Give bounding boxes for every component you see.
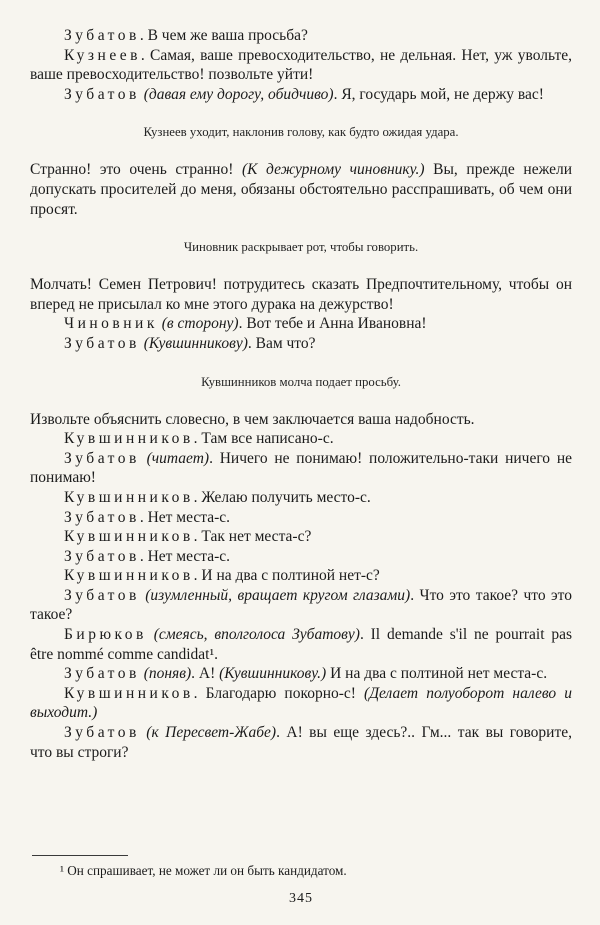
stage-remark: (смеясь, вполголоса Зубатову) [153,626,360,644]
text-run: Вы, прежде нежели допускать просителей до меня, обязаны обстоятельно расспрашивать, об чем они просят. [30,161,573,218]
speaker-name: Кувшинников [64,684,194,702]
footnote-area [30,855,572,879]
text-run [140,450,147,467]
text-run: . А! вы еще здесь?.. Гм... так вы говорите, что вы строги? [30,724,572,761]
speaker-name: Зубатов [64,547,140,565]
stage-direction [30,124,572,140]
text-run: Молчать! Семен Петрович! потрудитесь сказать Предпочтительному, чтобы он вперед не присылал ко мне этого дурака на дежурство! [30,276,572,313]
stage-remark: (Делает полуоборот налево и выходит.) [30,684,572,722]
dialogue-line [30,684,572,723]
text-run: . Нет места-с. [139,508,231,526]
dialogue-line [30,566,572,586]
text-run: . Самая, ваше превосходительство, не дельная. Нет, уж увольте, ваше превосходительство! позвольте уйти! [30,46,572,84]
dialogue-line [30,26,572,46]
text-run: . Что это такое? что это такое? [30,586,572,624]
narration-line [30,410,572,430]
stage-remark: (читает) [146,449,210,467]
stage-remark: (в сторону) [161,315,239,333]
text-run: . Благодарю покорно-с! [193,684,365,702]
text-run: . Нет места-с. [139,547,231,565]
stage-remark: (К дежурному чиновнику.) [241,161,425,179]
text-run: Чиновник раскрывает рот, чтобы говорить. [183,240,419,255]
speaker-name: Кузнеев [64,46,141,64]
dialogue-line [30,527,572,547]
speaker-name: Чиновник [64,315,158,333]
speaker-name: Кувшинников [64,430,194,448]
speaker-name: Кувшинников [64,567,194,585]
speaker-name: Зубатов [64,508,140,526]
narration-line [30,275,572,314]
text-run: . А! [191,665,220,683]
text-run: Кувшинников молча подает просьбу. [201,374,401,389]
speaker-name: Зубатов [64,85,140,103]
stage-remark: (Кувшинникову) [143,334,248,352]
text-run: Извольте объяснить словесно, в чем заключается ваша надобность. [30,410,475,428]
text-run: . Вам что? [247,334,316,352]
speaker-name: Бирюков [64,626,147,644]
page-number: 345 [289,891,313,906]
speaker-name: Зубатов [64,449,140,467]
speaker-name: Зубатов [64,27,140,44]
speaker-name: Кувшинников [64,488,194,506]
dialogue-line [30,314,572,334]
speaker-name: Зубатов [64,724,140,742]
text-run: . И на два с полтиной нет-с? [193,567,380,585]
text-run [147,626,154,643]
text-run: . Я, государь мой, не держу вас! [333,85,544,103]
text-run: . Так нет места-с? [193,528,312,546]
stage-remark: (изумленный, вращает кругом глазами) [145,586,411,604]
speaker-name: Зубатов [64,586,140,604]
stage-remark: (поняв) [143,665,192,683]
footnote-separator [32,855,128,856]
dialogue-line [30,449,572,488]
stage-remark: (к Пересвет-Жабе) [146,724,277,742]
text-run: Странно! это очень странно! [30,161,242,179]
footnote-text: ¹ Он спрашивает, не может ли он быть кандидатом. [60,863,347,878]
dialogue-line [30,508,572,528]
text-run: . Вот тебе и Анна Ивановна! [238,315,427,333]
stage-direction [30,374,572,390]
dialogue-line [30,334,572,354]
dialogue-line [30,429,572,449]
speaker-name: Кувшинников [64,528,194,546]
dialogue-line [30,547,572,567]
stage-remark: (Кувшинникову.) [219,665,327,683]
dialogue-line [30,723,572,762]
text-run: . Il demande s'il ne pourrait pas être nommé comme candidat¹. [30,626,573,663]
text-run: . В чем же ваша просьба? [139,27,308,44]
speaker-name: Зубатов [64,665,140,683]
speaker-name: Зубатов [64,334,140,352]
dialogue-line [30,85,572,105]
text-run: . Желаю получить место-с. [193,488,371,506]
text-run: . Там все написано-с. [193,430,334,448]
text-run: Кузнеев уходит, наклонив голову, как будто ожидая удара. [143,125,459,140]
text-block [30,26,572,762]
text-run: И на два с полтиной нет места-с. [326,665,548,683]
stage-remark: (давая ему дорогу, обидчиво) [143,85,334,103]
dialogue-line [30,625,572,664]
dialogue-line [30,664,572,684]
narration-line [30,160,572,219]
stage-direction [30,239,572,255]
dialogue-line [30,488,572,508]
dialogue-line [30,586,572,625]
text-run: . Ничего не понимаю! положительно-таки ничего не понимаю! [30,449,572,487]
dialogue-line [30,46,572,85]
